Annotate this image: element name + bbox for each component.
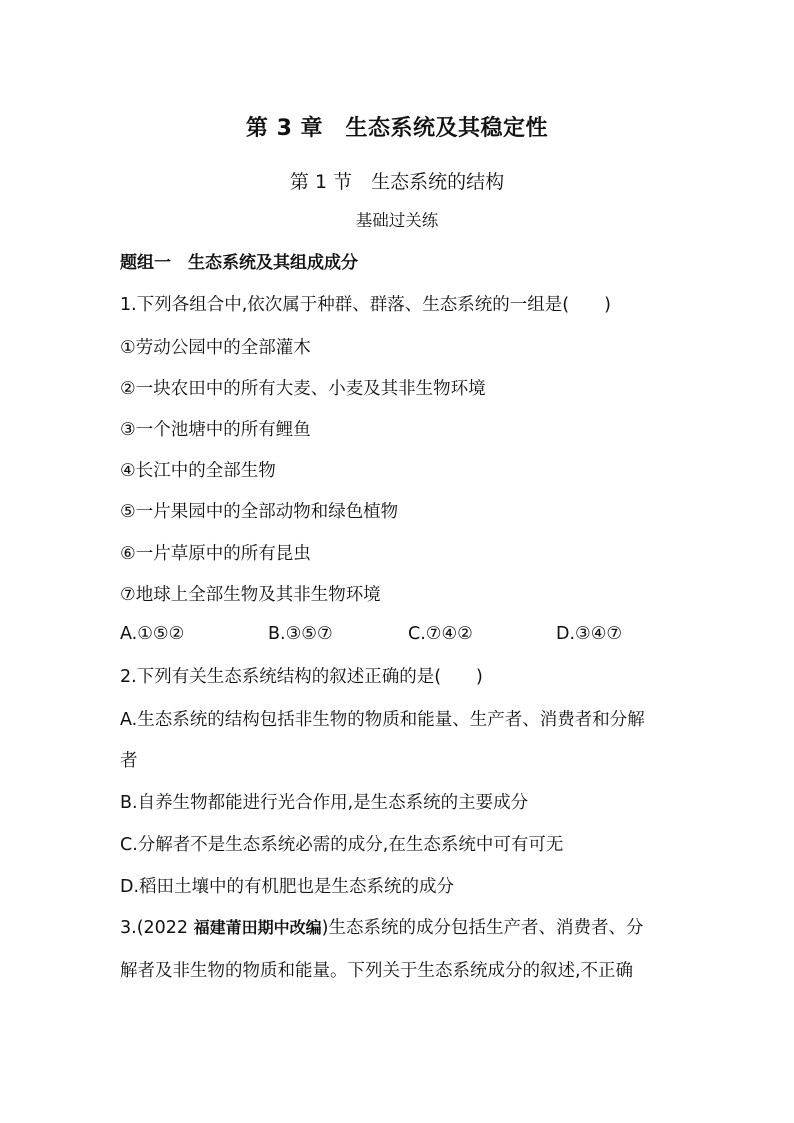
question-3-stem-line-2: 解者及非生物的物质和能量。下列关于生态系统成分的叙述,不正确 [120, 961, 634, 981]
section-title: 第 1 节 生态系统的结构 [289, 171, 505, 193]
question-1-item: ⑤一片果园中的全部动物和绿色植物 [120, 502, 399, 522]
question-3-stem-rest: )生态系统的成分包括生产者、消费者、分 [321, 918, 644, 938]
question-3-source: 福建莆田期中改编 [193, 918, 322, 937]
question-1-item: ③一个池塘中的所有鲤鱼 [120, 420, 311, 440]
question-1-item: ⑦地球上全部生物及其非生物环境 [120, 585, 381, 605]
question-1-stem: 1.下列各组合中,依次属于种群、群落、生态系统的一组是( ) [120, 295, 611, 315]
question-2-option-a-continued: 者 [120, 751, 138, 771]
question-2-option-c: C.分解者不是生态系统必需的成分,在生态系统中可有可无 [120, 835, 564, 855]
chapter-title: 第 3 章 生态系统及其稳定性 [245, 116, 549, 141]
exercise-subtitle: 基础过关练 [355, 211, 439, 230]
question-3-prefix: 3.(2022 [120, 918, 194, 938]
question-2-option-d: D.稻田土壤中的有机肥也是生态系统的成分 [120, 877, 455, 897]
question-2-stem: 2.下列有关生态系统结构的叙述正确的是( ) [120, 667, 483, 687]
option-b: B.③⑤⑦ [268, 624, 333, 644]
question-1-item: ⑥一片草原中的所有昆虫 [120, 544, 311, 564]
question-3-stem [120, 916, 643, 940]
question-1-item: ④长江中的全部生物 [120, 461, 276, 481]
question-2-option-b: B.自养生物都能进行光合作用,是生态系统的主要成分 [120, 793, 529, 813]
question-2-option-a: A.生态系统的结构包括非生物的物质和能量、生产者、消费者和分解 [120, 710, 645, 730]
group-title: 题组一 生态系统及其组成成分 [120, 253, 358, 273]
option-d: D.③④⑦ [556, 624, 623, 644]
question-1-item: ①劳动公园中的全部灌木 [120, 338, 311, 358]
question-1-item: ②一块农田中的所有大麦、小麦及其非生物环境 [120, 379, 486, 399]
option-a: A.①⑤② [120, 624, 185, 644]
question-1-options [120, 622, 700, 648]
option-c: C.⑦④② [408, 624, 473, 644]
